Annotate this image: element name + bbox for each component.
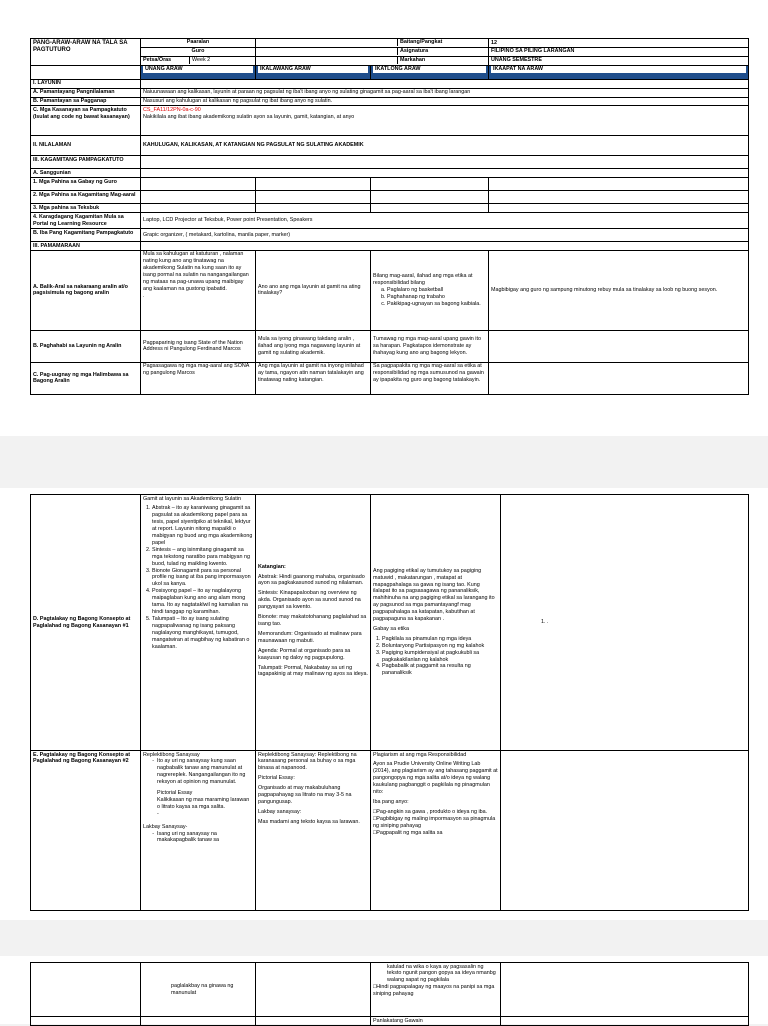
asignatura-value: FILIPINO SA PILING LARANGAN: [489, 47, 749, 56]
kagamitan-label: III. KAGAMITANG PAMPAGKATUTO: [31, 156, 141, 169]
page-2: [0, 488, 768, 920]
teksbuk-label: 3. Mga pahina sa Teksbuk: [31, 204, 141, 213]
markahan-value: UNANG SEMESTRE: [489, 56, 749, 65]
pamantayan-pagganap-label: B. Pamantayan sa Pagganap: [31, 97, 141, 106]
petsa-cell: Petsa/Oras Week 2: [141, 56, 256, 65]
pamantayan-pagganap: Nasusuri ang kahulugan at kalikasan ng pagsulat ng ibat ibang anyo ng sulatin.: [141, 97, 749, 106]
row-b-label: B. Paghahabi sa Layunin ng Aralin: [31, 330, 141, 362]
day-1-header: UNANG ARAW: [141, 65, 256, 79]
page3-day1: paglalakbay na ginawa ng manunulat: [141, 963, 256, 1017]
sanggunian-label: A. Sanggunian: [31, 169, 141, 178]
lesson-plan-table: [30, 38, 749, 395]
row-a-day1: Mula sa kahulugan at katuturan , nalaman nating kung ano ang tinatawag na akademikong Sulatin na kung saan ito ay isang pormal na sulatin na nangangailangan ng mataas na pag-unawa upang maibigay ang kaalaman na gustong ipabatid. .: [141, 250, 256, 330]
day-2-header: IKALAWANG ARAW: [256, 65, 371, 79]
pamantayang-pangnilalaman-label: A. Pamantayang Pangnilalaman: [31, 88, 141, 97]
kagamitan-magaaral-label: 2. Mga Pahina sa Kagamitang Mag-aaral: [31, 191, 141, 204]
kasanayan-code: CS_FA11/12PN-0a-c-90: [143, 106, 201, 113]
row-b-day1: Pagpaparinig ng isang State of the Nation Address ni Pangulong Ferdinand Marcos: [141, 330, 256, 362]
iba-pang-label: B. Iba Pang Kagamitang Pampagkatuto: [31, 229, 141, 242]
row-b-day3: Tumawag ng mga mag-aaral upang gawin ito sa harapan. Pagkatapos idemonstrate ay ihahayag kung ano ang bagong lekyon.: [371, 330, 489, 362]
row-e-day1: Replektibong Sanaysay - Ito ay uri ng sanaysay kung saan nagbabalik tanaw ang manunulat at nagrereplek. Nangangailangan ito ng reksyon at opinion ng manunulat. Pictorial Essay Kalikikasan ng mas maraming larawan o litrato kaysa sa mga salita. - Lakbay Sanaysay- - Isang uri ng sanaysay na makakapagbalik tanaw sa: [141, 751, 256, 911]
pamantayang-pangnilalaman: Naiuunawaan ang kalikasan, layunin at paraan ng pagsulat ng iba't ibang anyo ng sulating ginagamit sa pag-aaral sa iba't ibang larangan: [141, 88, 749, 97]
guro-value: Asignatura: [256, 47, 489, 56]
row-d-day2: Katangian: Abstrak: Hindi gaanong mahaba, organisado ayon sa pagkakasunod sunod ng nilalaman. Sintesis: Kinapapalooban ng overview ng akda. Organisado ayon sa sunod sunod na pangyayari sa kwento. Bionote: may makatotohanang paglalahad sa isang tao. Memorandum: Organisado at malinaw para maunawaan ng mabuti. Agenda: Pormal at organisado para sa kaayusan ng daloy ng pagpupulong. Talumpati: Pormal, Nakabatay sa uri ng tagapakinig at may malinaw ng ayos sa ideya.: [256, 495, 371, 751]
row-d-day3: Ang pagiging etikal ay tumutukoy sa pagiging matuwid , makatarungan , matapat at mapagpahalaga sa gawa ng isang tao. Kung ilalapat ito sa pagsasagawa ng pananaliksik, mahihinuha na ang pagiging etikal sa larangang ito ay pagsunod sa mga pamantayangf mag pagpapahalaga sa katapatan, kabutihan at pagpapaguna sa kapakanan . Gabay sa etika 1. Pagkilala sa pinamulan ng mga ideya 2. Boluntaryong Partisipasyon ng mg kalahok 3. Pagiging kumpidensiyal at pagkukubli sa pagkakakilanlan ng kalahok 4. Pagbabalik at paggamit sa resulta ng pananaliksik: [371, 495, 501, 751]
paaralan-value: Baitang/Pangkat: [256, 39, 489, 48]
row-a-label: A. Balik-Aral sa nakaraang aralin at/o pagsisimula ng bagong aralin: [31, 250, 141, 330]
gabay-guro-label: 1. Mga Pahina sa Gabay ng Guro: [31, 178, 141, 191]
page-3: [0, 956, 768, 1024]
kasanayan-text: Nakikilala ang ibat ibang akademikong sulatin ayon sa layunin, gamit, katangian, at anyo: [143, 113, 355, 120]
page3-next: Panlakatang Gawain: [371, 1017, 501, 1026]
guro-label: Guro: [141, 47, 256, 56]
row-c-day1: Pagsasagawa ng mga mag-aaral ang SONA ng pangulong Marcos: [141, 362, 256, 394]
lesson-plan-table-3: [30, 962, 749, 1026]
layunin-label: I. LAYUNIN: [31, 79, 141, 88]
row-d-day4: 1. .: [501, 495, 749, 751]
nilalaman-label: II. NILALAMAN: [31, 136, 141, 156]
karagdagang-label: 4. Karagdagang Kagamitan Mula sa Portal ng Learning Resource: [31, 213, 141, 229]
day-4-header: IKAAPAT NA ARAW: [489, 65, 749, 79]
row-a-day2: Ano ano ang mga layunin at gamit na ating tinalakay?: [256, 250, 371, 330]
doc-title: PANG-ARAW-ARAW NA TALA SA PAGTUTURO: [31, 39, 141, 66]
karagdagang-value: Laptop, LCD Projector at Teksbuk, Power point Presentation, Speakers: [141, 213, 749, 229]
paaralan-label: Paaralan: [141, 39, 256, 48]
pamamaraan-label: III. PAMAMARAAN: [31, 242, 141, 251]
row-e-day3: Plagiarism at ang mga Responsibilidad Ayon sa Prudie University Online Writing Lab (2014), ang plagiarism ay ang tahasang paggamit at pangongopya ng mga salita at/o ideya ng walang kaukulang pagbanggit o pagkilala ng pinagmulan nito: Iba pang anyo: □ Pag-angkin sa gawa , produkto o ideya ng iba. □ Pagbibigay ng maling impormasyon sa pinagmula ng siniping pahayag □ Pagpapalit ng mga salita sa: [371, 751, 501, 911]
row-c-day2: Ang mga layunin at gamit na inyong inilahad ay tama, ngayon atin naman tatalakayin ang tinatawag nating katangian.: [256, 362, 371, 394]
iba-pang-value: Grapic organizer, ( metakard, kartolina, manila paper, marker): [141, 229, 749, 242]
kasanayan-label: C. Mga Kasanayan sa Pampagkatuto (Isulat ang code ng bawat kasanayan): [31, 106, 141, 136]
nilalaman: KAHULUGAN, KALIKASAN, AT KATANGIAN NG PAGSULAT NG SULATING AKADEMIK: [141, 136, 749, 156]
lesson-plan-table-2: [30, 494, 749, 911]
page3-day3: katulad na wika o kaya ay pagsasalin ng teksto ngunit pangon gopya sa ideya nmanbg walang sapat ng pagkilala □ Hindi pagpapalagay ng maayos na panipi sa mga siniping pahayag: [371, 963, 501, 1017]
page-1: [0, 0, 768, 436]
row-d-label: D. Pagtalakay ng Bagong Konsepto at Paglalahad ng Bagong Kasanayan #1: [31, 495, 141, 751]
day-3-header: IKATLONG ARAW: [371, 65, 489, 79]
row-e-day2: Replektibong Sanaysay: Replektibong na karanasang personal sa buhay o sa mga binasa at napanood. Pictorial Essay: Organisado at may makabuluhang pagpapahayag sa litrato na may 3-5 na pangungusap. Lakbay sanaysay: Mas madami ang teksto kaysa sa larawan.: [256, 751, 371, 911]
kasanayan-cell: [141, 106, 749, 136]
baitang-value: 12: [489, 39, 749, 48]
row-c-label: C. Pag-uugnay ng mga Halimbawa sa Bagong Aralin: [31, 362, 141, 394]
row-a-day3: Bilang mag-aaral, ilahad ang mga etika at responsibilidad bilang a. Paglalaro ng basketball b. Paghahanap ng trabaho c. Pakikipag-ugnayan sa bagong kaibiala.: [371, 250, 489, 330]
row-c-day3: Sa pagpapakita ng mga mag-aaral sa etika at responsibilidad ng mga sumusunod na gawain ay ipapakita ng guro ang bagong tatalakayin.: [371, 362, 489, 394]
row-d-day1: Gamit at layunin sa Akademikong Sulatin 1. Abstrak – ito ay karaniwang ginagamit sa pagsulat sa akademikong papel para sa tesis, papel siyentipiko at teknikal, lektyur at report. Layunin nitong mapaikli o mabigyan ng buod ang mga akademikong papel 2. Sintesis – ang isinmitang ginagamit sa mga tekstong naratibo para mabigyan ng buod, tulad ng maikling kwento. 3. Bionote Gionagamit para sa personal profile ng isang at iba pang impormasyon ukol sa kanya. 4. Posisyong papel – ito ay naglalayong maipaglaban kung ano ang alam mong tama. Ito ay nagtataklwil ng kamalian na hindi tanggap ng karamihan. 5. Talumpati – Ito ay isang sulating nagpapaliwanag ng isang paksang naglalayong manghikayat, tumugod, mangatwiran at magbihay ng kabatiran o kaalaman.: [141, 495, 256, 751]
row-e-label: E. Pagtalakay ng Bagong Konsepto at Paglalahad ng Bagong Kasanayan #2: [31, 751, 141, 911]
row-b-day2: Mula sa iyong ginawang takdang aralin , ilahad ang iyong mga nagawang layunin at gamit ng sulating akademik.: [256, 330, 371, 362]
markahan-cell: Markahan: [256, 56, 489, 65]
row-a-day4: Magbibigay ang guro ng sampung minutong rebuy mula sa tinalakay sa loob ng buong sesyon.: [489, 250, 749, 330]
